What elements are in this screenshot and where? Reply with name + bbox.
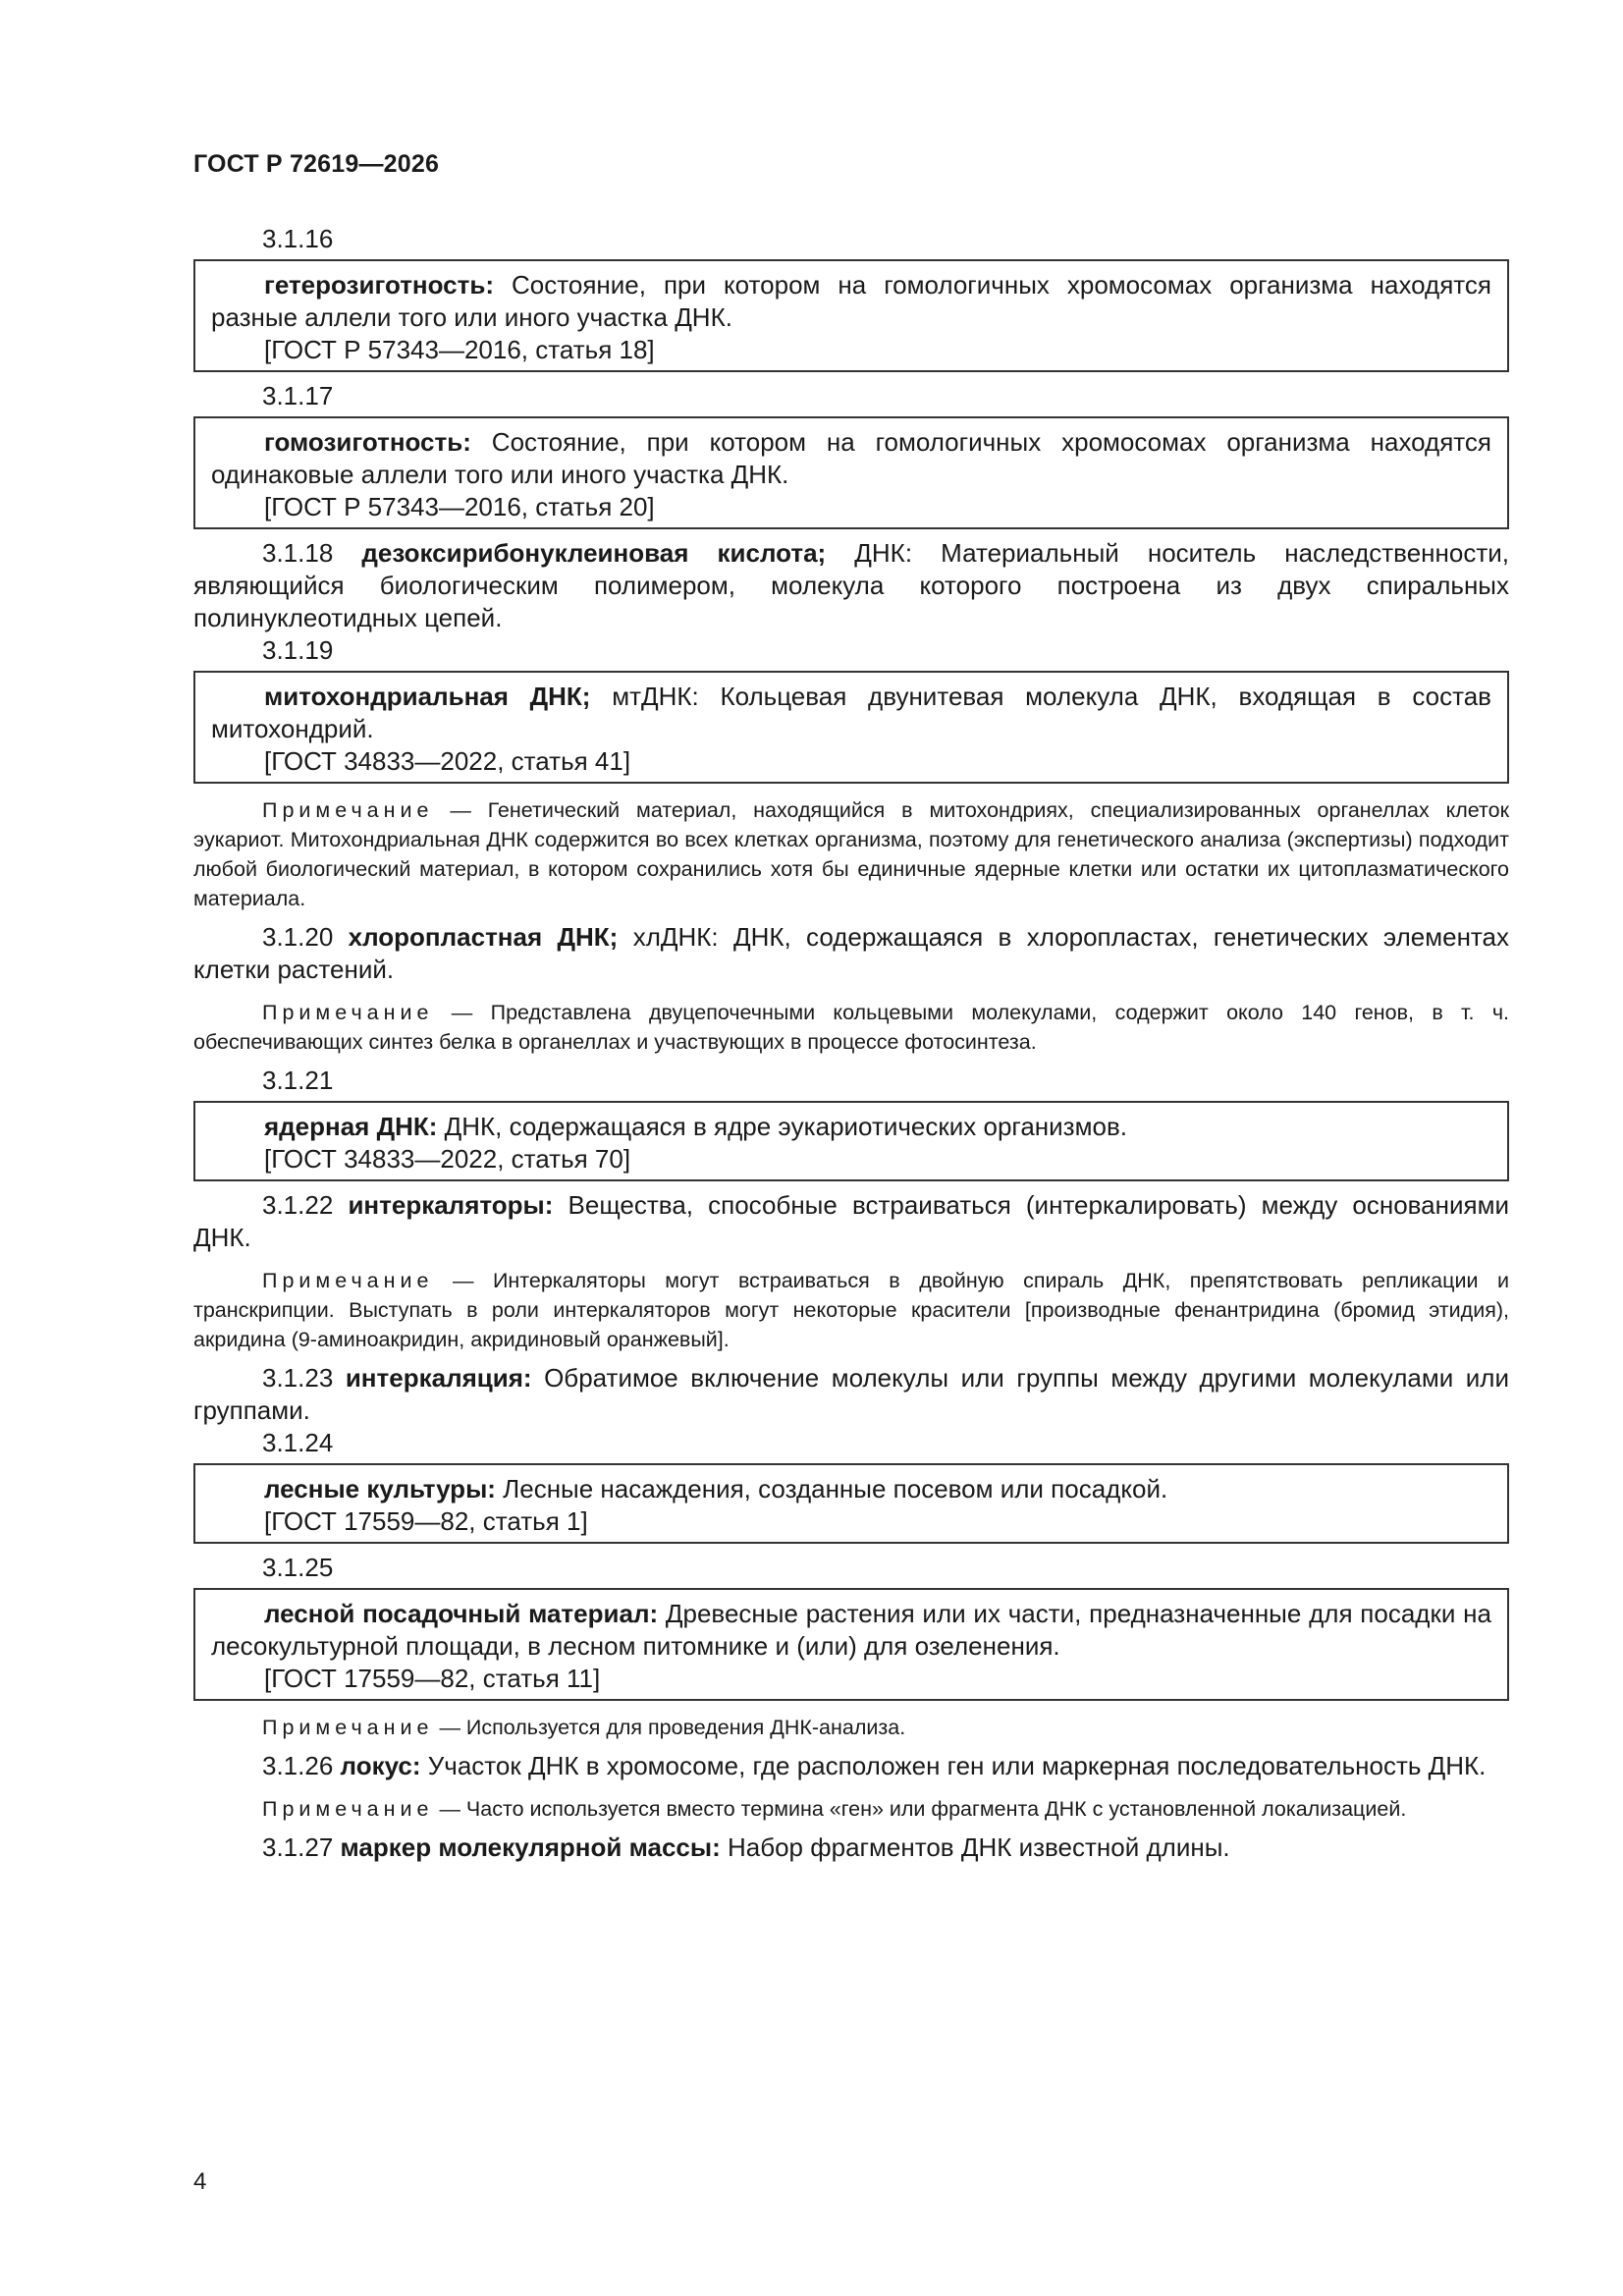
definition-text: Набор фрагментов ДНК известной длины. bbox=[727, 1832, 1230, 1862]
note-dash: — bbox=[439, 1797, 460, 1821]
definition-text: Состояние, при котором на гомологичных хромосомах организма находятся одинаковые аллели того или иного участка ДНК. bbox=[211, 427, 1491, 489]
definition-paragraph bbox=[193, 537, 1509, 634]
definition-paragraph bbox=[193, 1362, 1509, 1427]
term: гомозиготность: bbox=[264, 427, 471, 457]
document-body bbox=[193, 223, 1509, 1864]
note-text: Интеркаляторы могут встраиваться в двойную спираль ДНК, препятствовать репликации и транскрипции. Выступать в роли интеркаляторов могут некоторые красители [производные фенантридина (бромид этидия), акридина (9-аминоакридин, акридиновый оранжевый]. bbox=[193, 1269, 1509, 1351]
term: маркер молекулярной массы: bbox=[340, 1832, 721, 1862]
term: хлоропластная ДНК; bbox=[348, 922, 619, 952]
definition-paragraph bbox=[193, 921, 1509, 986]
term: митохондриальная ДНК; bbox=[264, 682, 591, 711]
entry-number: 3.1.26 bbox=[262, 1751, 334, 1780]
note-label: Примечание bbox=[262, 1716, 434, 1739]
definition bbox=[211, 1111, 1491, 1143]
note bbox=[193, 1266, 1509, 1354]
entry-number: 3.1.23 bbox=[262, 1363, 334, 1393]
definition-text: Состояние, при котором на гомологичных хромосомах организма находятся разные аллели того или иного участка ДНК. bbox=[211, 270, 1491, 332]
definition-text: Древесные растения или их части, предназначенные для посадки на лесокультурной площади, в лесном питомнике и (или) для озеленения. bbox=[211, 1599, 1491, 1661]
term: гетерозиготность: bbox=[264, 270, 494, 300]
definition-text: хлДНК: ДНК, содержащаяся в хлоропластах, генетических элементах клетки растений. bbox=[193, 922, 1510, 984]
term: интеркаляторы: bbox=[348, 1190, 554, 1220]
page-number: 4 bbox=[193, 2168, 207, 2195]
term: интеркаляция: bbox=[345, 1363, 532, 1393]
document-header: ГОСТ Р 72619—2026 bbox=[193, 150, 440, 178]
definition-paragraph bbox=[193, 1831, 1509, 1864]
term: ядерная ДНК: bbox=[264, 1112, 438, 1141]
quoted-definition-box bbox=[193, 1101, 1509, 1181]
definition bbox=[211, 269, 1491, 334]
term: лесной посадочный материал: bbox=[264, 1599, 659, 1628]
definition-text: Вещества, способные встраиваться (интеркалировать) между основаниями ДНК. bbox=[193, 1190, 1509, 1252]
entry-number: 3.1.22 bbox=[262, 1190, 334, 1220]
source-reference: [ГОСТ 34833—2022, статья 41] bbox=[264, 746, 631, 776]
entry-number: 3.1.24 bbox=[262, 1428, 334, 1457]
definition-text: ДНК, содержащаяся в ядре эукариотических организмов. bbox=[444, 1112, 1127, 1141]
note-text: Генетический материал, находящийся в митохондриях, специализированных органеллах клеток эукариот. Митохондриальная ДНК содержится во всех клетках организма, поэтому для генетического анализа (экспертизы) подходит любой биологический материал, в котором сохранились хотя бы единичные ядерные клетки или остатки их цитоплазматического материала. bbox=[193, 798, 1509, 910]
note bbox=[193, 1794, 1509, 1824]
quoted-definition-box bbox=[193, 416, 1509, 529]
source-reference: [ГОСТ Р 57343—2016, статья 20] bbox=[264, 492, 655, 521]
term: лесные культуры: bbox=[264, 1474, 496, 1503]
definition bbox=[211, 681, 1491, 745]
quoted-definition-box bbox=[193, 1463, 1509, 1544]
note-dash: — bbox=[452, 1269, 474, 1292]
entry-number: 3.1.25 bbox=[262, 1553, 334, 1582]
source-reference: [ГОСТ 17559—82, статья 11] bbox=[264, 1664, 601, 1693]
note-text: Часто используется вместо термина «ген» или фрагмента ДНК с установленной локализацией. bbox=[465, 1797, 1407, 1821]
entry-number: 3.1.16 bbox=[262, 224, 334, 253]
note-dash: — bbox=[450, 798, 471, 822]
note-text: Представлена двуцепочечными кольцевыми молекулами, содержит около 140 генов, в т. ч. обеспечивающих синтез белка в органеллах и участвующих в процессе фотосинтеза. bbox=[193, 1001, 1509, 1054]
source-reference: [ГОСТ 34833—2022, статья 70] bbox=[264, 1144, 631, 1174]
note bbox=[193, 795, 1509, 913]
definition-text: Обратимое включение молекулы или группы между другими молекулами или группами. bbox=[193, 1363, 1509, 1425]
quoted-definition-box bbox=[193, 1588, 1509, 1701]
quoted-definition-box bbox=[193, 671, 1509, 784]
note-dash: — bbox=[439, 1716, 460, 1739]
definition bbox=[211, 1473, 1491, 1505]
note-label: Примечание bbox=[262, 1797, 434, 1821]
definition-paragraph bbox=[193, 1189, 1509, 1254]
note-label: Примечание bbox=[262, 798, 434, 822]
note-label: Примечание bbox=[262, 1269, 434, 1292]
note bbox=[193, 998, 1509, 1057]
definition-text: Участок ДНК в хромосоме, где расположен ген или маркерная последовательность ДНК. bbox=[427, 1751, 1487, 1780]
quoted-definition-box bbox=[193, 259, 1509, 372]
source-reference: [ГОСТ Р 57343—2016, статья 18] bbox=[264, 335, 655, 364]
entry-number: 3.1.19 bbox=[262, 635, 334, 665]
note bbox=[193, 1713, 1509, 1742]
definition bbox=[211, 1598, 1491, 1663]
note-text: Используется для проведения ДНК-анализа. bbox=[465, 1716, 906, 1739]
entry-number: 3.1.18 bbox=[262, 538, 334, 568]
term: дезоксирибонуклеиновая кислота; bbox=[361, 538, 827, 568]
entry-number: 3.1.21 bbox=[262, 1066, 334, 1095]
definition bbox=[211, 426, 1491, 491]
note-dash: — bbox=[451, 1001, 473, 1024]
definition-text: ДНК: Материальный носитель наследственности, являющийся биологическим полимером, молекула которого построена из двух спиральных полинуклеотидных цепей. bbox=[193, 538, 1509, 632]
note-label: Примечание bbox=[262, 1001, 434, 1024]
definition-paragraph bbox=[193, 1750, 1509, 1782]
definition-text: Лесные насаждения, созданные посевом или посадкой. bbox=[503, 1474, 1168, 1503]
source-reference: [ГОСТ 17559—82, статья 1] bbox=[264, 1506, 588, 1536]
definition-text: мтДНК: Кольцевая двунитевая молекула ДНК, входящая в состав митохондрий. bbox=[211, 682, 1491, 743]
entry-number: 3.1.17 bbox=[262, 381, 334, 410]
entry-number: 3.1.20 bbox=[262, 922, 334, 952]
term: локус: bbox=[340, 1751, 421, 1780]
entry-number: 3.1.27 bbox=[262, 1832, 334, 1862]
